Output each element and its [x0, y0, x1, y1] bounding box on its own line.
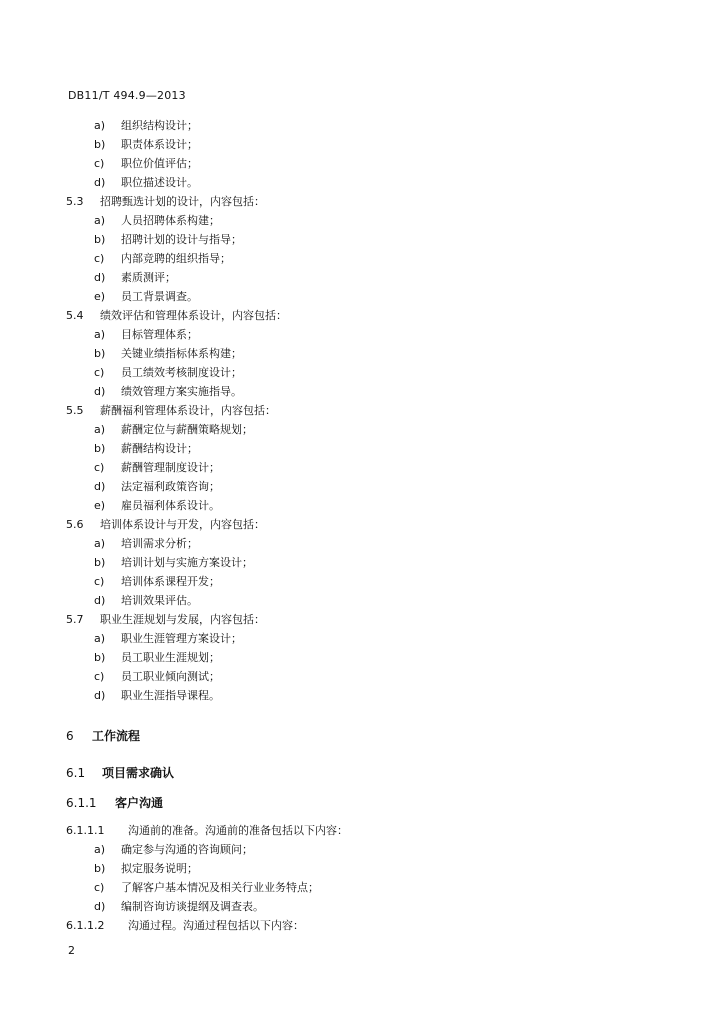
item-text: 职业生涯指导课程。 [121, 689, 220, 702]
list-item [94, 347, 242, 361]
clause-6-1-1-2 [66, 919, 304, 933]
heading-text: 项目需求确认 [102, 766, 175, 780]
list-item [94, 252, 231, 266]
item-marker: a) [94, 632, 106, 645]
list-item [94, 594, 198, 608]
item-marker: a) [94, 537, 106, 550]
item-text: 目标管理体系； [121, 328, 198, 341]
item-marker: c) [94, 575, 105, 588]
list-item [94, 176, 198, 190]
item-marker: d) [94, 689, 106, 702]
item-marker: a) [94, 119, 106, 132]
item-text: 员工职业倾向测试； [121, 670, 220, 683]
item-marker: d) [94, 271, 106, 284]
list-item [94, 138, 198, 152]
item-text: 薪酬结构设计； [121, 442, 198, 455]
list-item [94, 233, 242, 247]
clause-text: 培训体系设计与开发，内容包括： [100, 518, 265, 531]
item-text: 了解客户基本情况及相关行业业务特点； [121, 881, 319, 894]
item-text: 员工背景调查。 [121, 290, 198, 303]
list-item [94, 119, 198, 133]
item-text: 法定福利政策咨询； [121, 480, 220, 493]
item-text: 薪酬定位与薪酬策略规划； [121, 423, 253, 436]
clause-text: 职业生涯规划与发展，内容包括： [100, 613, 265, 626]
clause-number: 5.4 [66, 309, 84, 322]
list-item [94, 689, 220, 703]
clause-5-7 [66, 613, 265, 627]
section-heading-6 [66, 727, 140, 744]
item-text: 编制咨询访谈提纲及调查表。 [121, 900, 264, 913]
item-text: 组织结构设计； [121, 119, 198, 132]
clause-5-4 [66, 309, 287, 323]
item-marker: b) [94, 862, 106, 875]
item-text: 薪酬管理制度设计； [121, 461, 220, 474]
item-marker: e) [94, 290, 106, 303]
clause-number: 5.3 [66, 195, 84, 208]
list-item [94, 271, 176, 285]
list-item [94, 651, 220, 665]
clause-text: 绩效评估和管理体系设计，内容包括： [100, 309, 287, 322]
list-item [94, 881, 319, 895]
list-item [94, 499, 220, 513]
item-text: 人员招聘体系构建； [121, 214, 220, 227]
clause-5-6 [66, 518, 265, 532]
item-marker: d) [94, 900, 106, 913]
list-item [94, 575, 220, 589]
item-marker: a) [94, 328, 106, 341]
section-heading-6-1-1 [66, 794, 163, 811]
item-marker: d) [94, 176, 106, 189]
item-marker: b) [94, 651, 106, 664]
item-text: 拟定服务说明； [121, 862, 198, 875]
clause-text: 沟通过程。沟通过程包括以下内容： [128, 919, 304, 932]
list-item [94, 556, 253, 570]
item-marker: c) [94, 252, 105, 265]
item-marker: b) [94, 442, 106, 455]
item-marker: b) [94, 347, 106, 360]
list-item [94, 442, 198, 456]
item-text: 招聘计划的设计与指导； [121, 233, 242, 246]
item-text: 内部竞聘的组织指导； [121, 252, 231, 265]
clause-number: 6.1.1.2 [66, 919, 105, 932]
item-marker: e) [94, 499, 106, 512]
list-item [94, 385, 242, 399]
item-text: 雇员福利体系设计。 [121, 499, 220, 512]
list-item [94, 632, 242, 646]
item-text: 员工职业生涯规划； [121, 651, 220, 664]
item-marker: c) [94, 670, 105, 683]
standard-code-header: DB11/T 494.9—2013 [68, 89, 186, 102]
page-number: 2 [68, 944, 75, 957]
clause-number: 5.5 [66, 404, 84, 417]
item-marker: b) [94, 138, 106, 151]
clause-number: 5.7 [66, 613, 84, 626]
clause-5-3 [66, 195, 265, 209]
clause-text: 薪酬福利管理体系设计，内容包括： [100, 404, 276, 417]
heading-number: 6.1.1 [66, 796, 97, 810]
clause-6-1-1-1 [66, 824, 348, 838]
item-text: 培训体系课程开发； [121, 575, 220, 588]
item-text: 确定参与沟通的咨询顾问； [121, 843, 253, 856]
item-marker: d) [94, 594, 106, 607]
clause-number: 6.1.1.1 [66, 824, 105, 837]
list-item [94, 670, 220, 684]
list-item [94, 843, 253, 857]
clause-number: 5.6 [66, 518, 84, 531]
clause-5-5 [66, 404, 276, 418]
list-item [94, 461, 220, 475]
item-marker: b) [94, 556, 106, 569]
item-text: 职位价值评估； [121, 157, 198, 170]
item-text: 职位描述设计。 [121, 176, 198, 189]
list-item [94, 290, 198, 304]
section-heading-6-1 [66, 764, 174, 781]
item-text: 素质测评； [121, 271, 176, 284]
item-marker: c) [94, 881, 105, 894]
item-marker: a) [94, 423, 106, 436]
list-item [94, 537, 198, 551]
item-text: 职业生涯管理方案设计； [121, 632, 242, 645]
item-marker: c) [94, 366, 105, 379]
item-text: 职责体系设计； [121, 138, 198, 151]
heading-text: 客户沟通 [115, 796, 164, 810]
item-marker: c) [94, 157, 105, 170]
item-marker: c) [94, 461, 105, 474]
heading-number: 6.1 [66, 766, 86, 780]
item-text: 员工绩效考核制度设计； [121, 366, 242, 379]
item-marker: d) [94, 480, 106, 493]
item-marker: a) [94, 214, 106, 227]
item-text: 关键业绩指标体系构建； [121, 347, 242, 360]
list-item [94, 480, 220, 494]
heading-number: 6 [66, 729, 74, 743]
item-text: 培训计划与实施方案设计； [121, 556, 253, 569]
list-item [94, 157, 198, 171]
heading-text: 工作流程 [92, 729, 141, 743]
list-item [94, 366, 242, 380]
list-item [94, 862, 198, 876]
item-text: 绩效管理方案实施指导。 [121, 385, 242, 398]
item-text: 培训需求分析； [121, 537, 198, 550]
list-item [94, 900, 264, 914]
clause-text: 招聘甄选计划的设计，内容包括： [100, 195, 265, 208]
list-item [94, 328, 198, 342]
item-marker: a) [94, 843, 106, 856]
clause-text: 沟通前的准备。沟通前的准备包括以下内容： [128, 824, 348, 837]
item-marker: b) [94, 233, 106, 246]
item-marker: d) [94, 385, 106, 398]
list-item [94, 214, 220, 228]
item-text: 培训效果评估。 [121, 594, 198, 607]
list-item [94, 423, 253, 437]
